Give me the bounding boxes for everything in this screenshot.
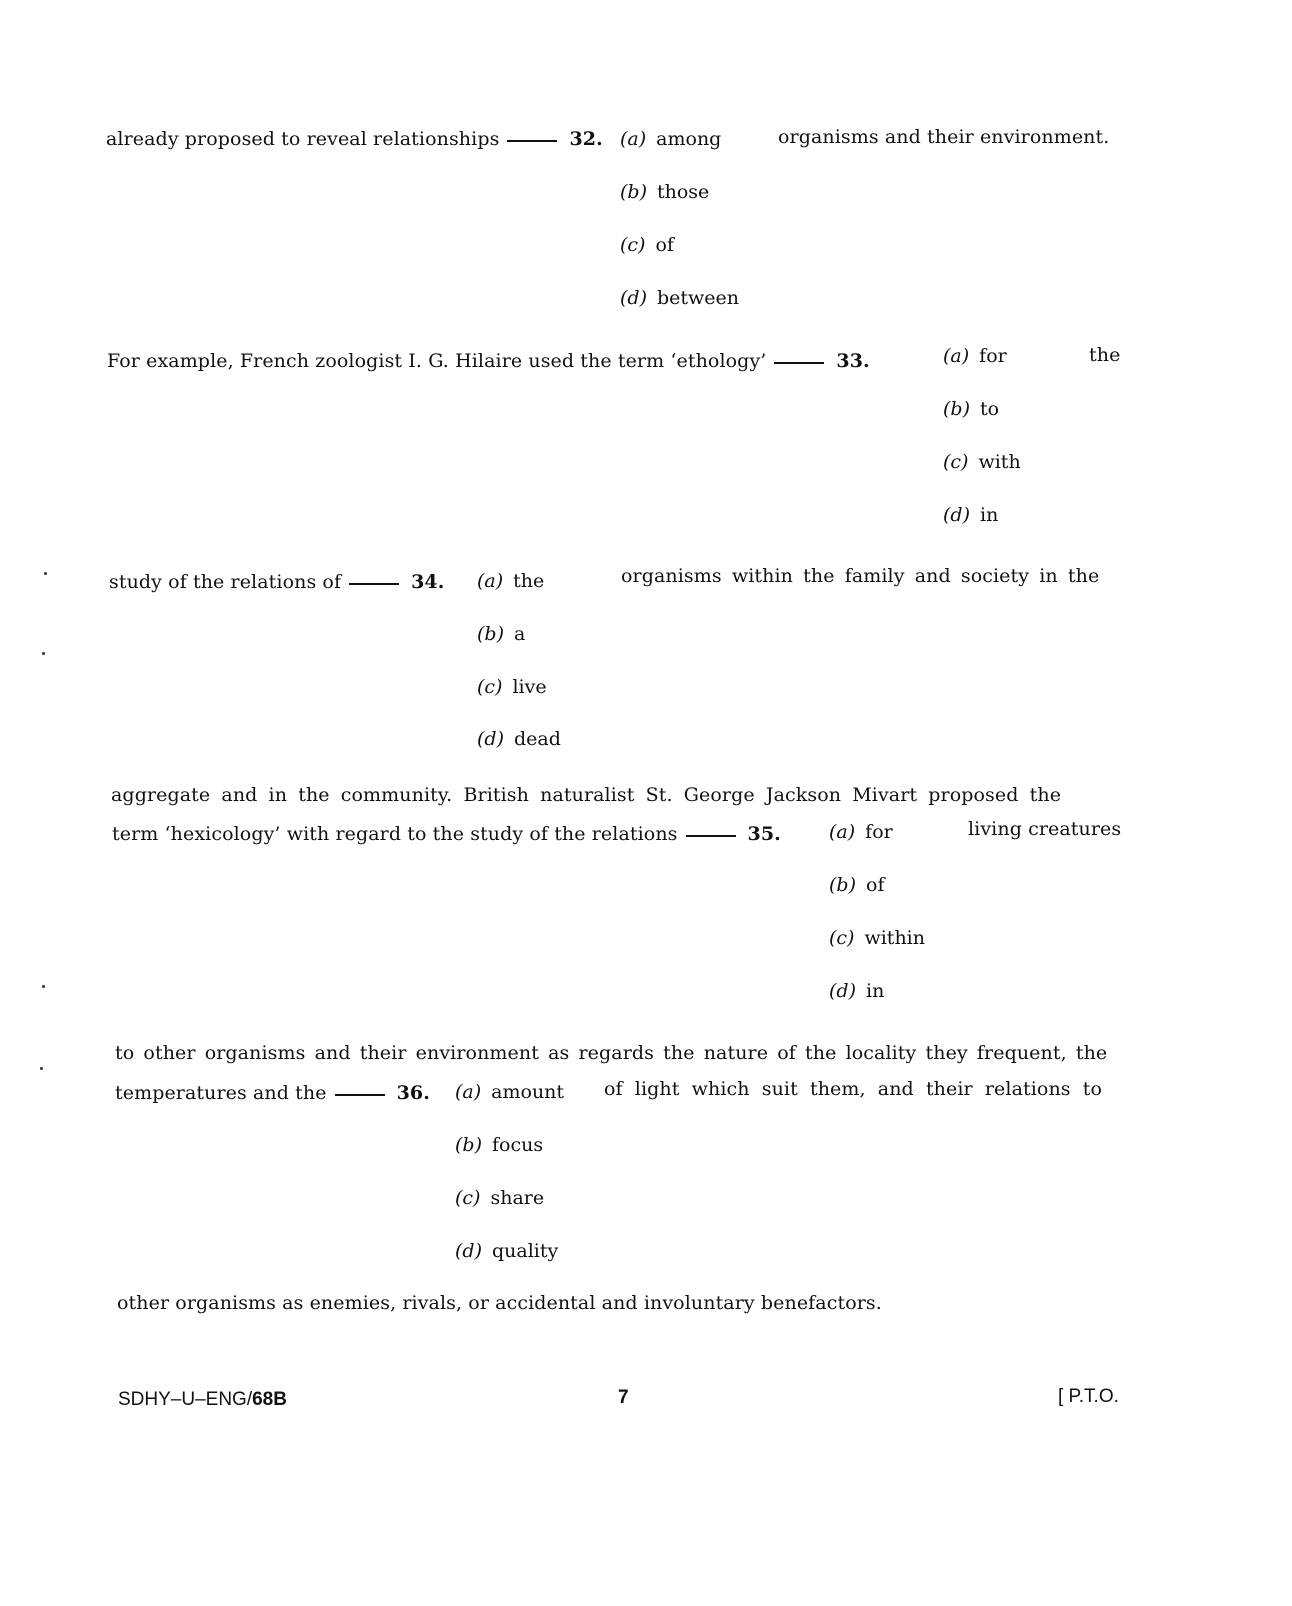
q33-lead: For example, French zoologist I. G. Hilaire used the term ‘ethology’ [107, 350, 767, 372]
q35-number: 35. [747, 823, 781, 845]
q32-lead: already proposed to reveal relationships [106, 128, 500, 150]
q34-option-c: (c) live [477, 676, 547, 698]
q34-trail: organisms within the family and society in the [621, 565, 1100, 587]
q36-pre-line: to other organisms and their environment as regards the nature of the locality they frequent, the [115, 1042, 1108, 1064]
q36-option-d: (d) quality [455, 1240, 559, 1262]
q33-option-d: (d) in [943, 504, 999, 526]
q33-trail: the [1089, 344, 1121, 366]
q34-option-b: (b) a [477, 623, 526, 645]
closing-line: other organisms as enemies, rivals, or accidental and involuntary benefactors. [117, 1292, 882, 1314]
q33-option-a: (a) for [943, 345, 1007, 367]
q35-option-a: (a) for [829, 821, 893, 843]
q33-option-c: (c) with [943, 451, 1021, 473]
q36-option-a: (a) amount [455, 1081, 565, 1103]
page-number: 7 [618, 1387, 629, 1408]
q36-option-c: (c) share [455, 1187, 545, 1209]
q33-line [107, 350, 870, 372]
q36-number: 36. [396, 1082, 430, 1104]
scan-speck [42, 652, 45, 655]
q34-number: 34. [411, 571, 445, 593]
scan-speck [44, 572, 47, 575]
q34-blank [349, 583, 399, 585]
q34-option-a: (a) the [477, 570, 545, 592]
q35-option-b: (b) of [829, 874, 885, 896]
q35-trail: living creatures [968, 818, 1122, 840]
q32-number: 32. [569, 128, 603, 150]
q34-lead: study of the relations of [109, 571, 342, 593]
q34-option-d: (d) dead [477, 728, 561, 750]
q33-number: 33. [836, 350, 870, 372]
q32-trail: organisms and their environment. [778, 126, 1110, 148]
q36-option-b: (b) focus [455, 1134, 544, 1156]
q32-blank [507, 140, 557, 142]
q36-lead: temperatures and the [115, 1082, 327, 1104]
q32-option-d: (d) between [620, 287, 740, 309]
q35-lead: term ‘hexicology’ with regard to the study of the relations [112, 823, 678, 845]
paper-code: SDHY–U–ENG/68B [118, 1389, 287, 1410]
q33-option-b: (b) to [943, 398, 1000, 420]
q35-option-d: (d) in [829, 980, 885, 1002]
q36-line [115, 1082, 430, 1104]
q35-blank [686, 835, 736, 837]
q33-blank [774, 362, 824, 364]
scan-speck [42, 985, 45, 988]
q36-blank [335, 1094, 385, 1096]
q34-line [109, 571, 444, 593]
q32-line [106, 128, 603, 150]
q36-trail: of light which suit them, and their relations to [604, 1078, 1103, 1100]
q35-pre-line: aggregate and in the community. British naturalist St. George Jackson Mivart proposed the [111, 784, 1062, 806]
q35-line [112, 823, 781, 845]
q32-option-c: (c) of [620, 234, 674, 256]
scan-speck [40, 1067, 43, 1070]
pto-label: [ P.T.O. [1058, 1386, 1119, 1407]
q32-option-a: (a) among [620, 128, 722, 150]
q32-option-b: (b) those [620, 181, 710, 203]
q35-option-c: (c) within [829, 927, 925, 949]
